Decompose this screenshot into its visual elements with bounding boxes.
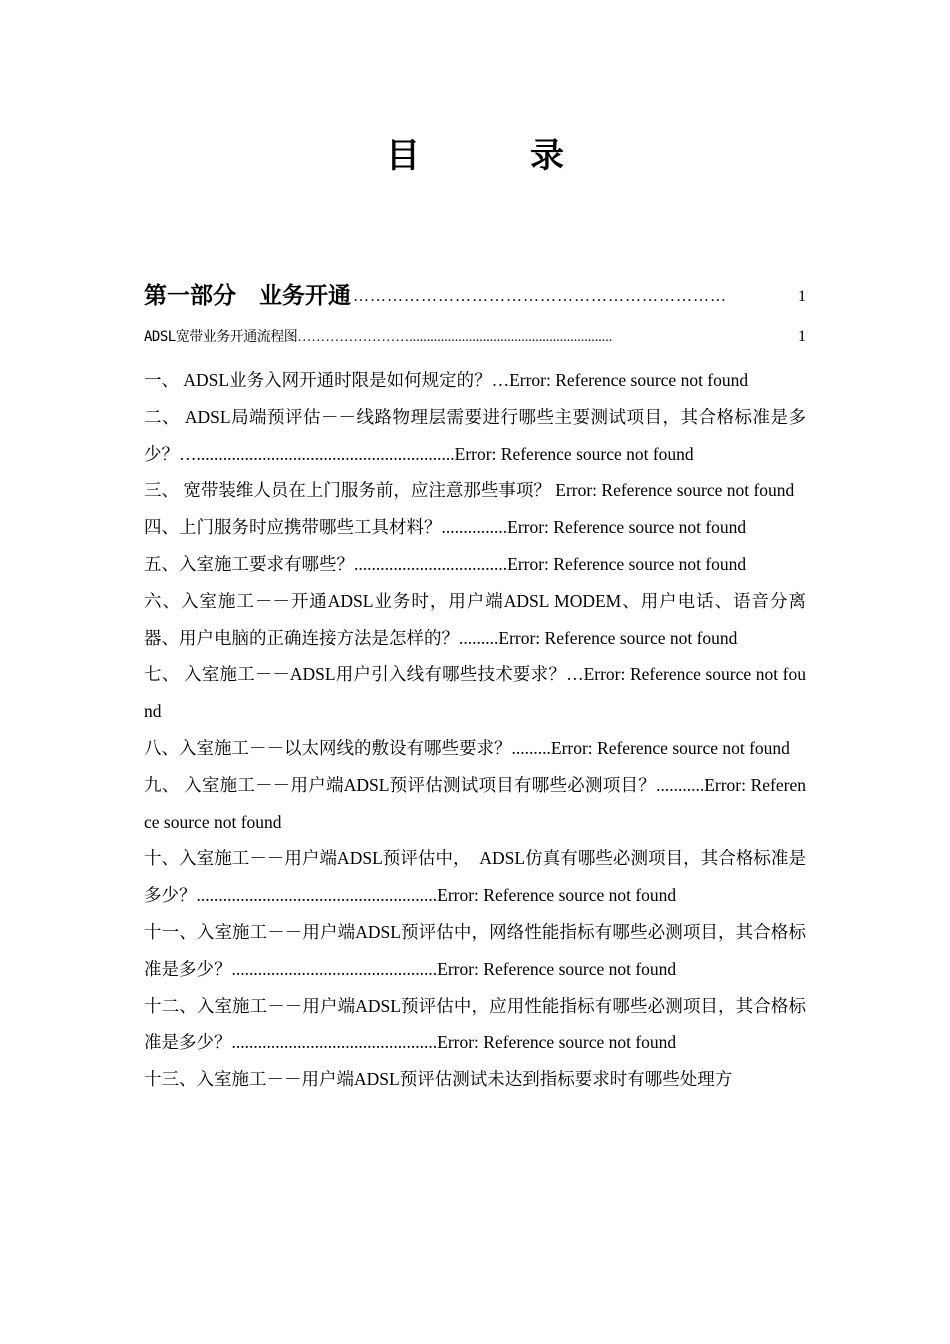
- toc-subsection[interactable]: [144, 326, 806, 362]
- entry-reference: Error: Reference source not found: [437, 1032, 677, 1053]
- entry-reference: Error: Reference source not found: [509, 370, 749, 390]
- subsection-page: 1: [798, 328, 806, 345]
- entry-reference: Error: Reference source not found: [437, 958, 677, 979]
- entry-leader: …: [491, 370, 510, 390]
- entry-leader: ...............................................: [231, 1032, 438, 1053]
- entry-leader: ...........................................................: [196, 443, 455, 464]
- toc-entry[interactable]: [144, 472, 806, 509]
- subsection-leader: ……………………..........................................................: [297, 330, 613, 345]
- entry-text: 十一、入室施工－－用户端ADSL预评估中，网络性能指标有哪些必测项目，其合格标准是多少？: [144, 921, 806, 979]
- entry-text: 十三、入室施工－－用户端ADSL预评估测试未达到指标要求时有哪些处理方: [144, 1069, 733, 1090]
- entry-text: 十二、入室施工－－用户端ADSL预评估中，应用性能指标有哪些必测项目，其合格标准是多少？: [144, 995, 806, 1053]
- entry-reference: Error: Reference source not found: [437, 885, 677, 906]
- entry-text: 八、入室施工－－以太网线的敷设有哪些要求？: [144, 737, 512, 758]
- toc-entry[interactable]: [144, 656, 806, 730]
- part-heading-text: 第一部分 业务开通: [144, 283, 351, 309]
- page-title: [0, 128, 950, 177]
- table-of-contents: [144, 270, 806, 1098]
- title-char-1: 目: [386, 136, 420, 176]
- entry-text: 六、入室施工－－开通ADSL业务时，用户端ADSL MODEM、用户电话、语音分离器、用户电脑的正确连接方法是怎样的？: [144, 590, 806, 648]
- entry-reference: Error: Reference source not found: [507, 553, 747, 574]
- toc-entry[interactable]: [144, 362, 806, 399]
- entry-reference: Error: Reference source not found: [144, 664, 806, 722]
- entry-text: 三、 宽带装维人员在上门服务前，应注意那些事项？: [144, 480, 556, 501]
- entry-text: 九、 入室施工－－用户端ADSL预评估测试项目有哪些必测项目？: [144, 774, 657, 795]
- toc-part-heading[interactable]: [144, 270, 806, 310]
- toc-entry[interactable]: [144, 399, 806, 473]
- entry-leader: ...............: [441, 517, 508, 538]
- entry-leader: .........: [459, 627, 499, 648]
- entry-reference: Error: Reference source not found: [507, 517, 747, 538]
- entry-reference: Error: Reference source not found: [555, 480, 795, 501]
- toc-entry[interactable]: [144, 914, 806, 988]
- title-char-2: 录: [530, 136, 564, 176]
- entry-leader: ...................................: [354, 553, 508, 574]
- entry-leader: ...........: [656, 774, 705, 795]
- part-heading-page: 1: [798, 288, 806, 305]
- entry-reference: Error: Reference source not found: [498, 627, 738, 648]
- toc-entry[interactable]: [144, 583, 806, 657]
- entry-leader: .......................................................: [196, 885, 438, 906]
- entry-reference: Error: Reference source not found: [550, 737, 790, 758]
- entry-text: 一、 ADSL业务入网开通时限是如何规定的？: [144, 370, 492, 390]
- entry-text: 十、入室施工－－用户端ADSL预评估中， ADSL仿真有哪些必测项目，其合格标准是多少？: [144, 848, 806, 906]
- entry-text: 七、 入室施工－－ADSL用户引入线有哪些技术要求？: [144, 664, 567, 685]
- entry-text: 四、上门服务时应携带哪些工具材料？: [144, 517, 442, 538]
- toc-entry[interactable]: [144, 1061, 806, 1098]
- toc-entry[interactable]: [144, 988, 806, 1062]
- part-heading-leader: …………………………………………………………: [353, 288, 727, 305]
- entry-reference: Error: Reference source not found: [454, 443, 694, 464]
- subsection-text: ADSL宽带业务开通流程图: [144, 329, 298, 345]
- entry-leader: ...............................................: [231, 958, 438, 979]
- toc-entry[interactable]: [144, 767, 806, 841]
- entry-text: 二、 ADSL局端预评估－－线路物理层需要进行哪些主要测试项目，其合格标准是多少？…: [144, 406, 806, 464]
- toc-entry[interactable]: [144, 730, 806, 767]
- entry-leader: …: [566, 664, 584, 685]
- entry-reference: Error: Reference source not found: [144, 774, 806, 832]
- entry-text: 五、入室施工要求有哪些？: [144, 553, 354, 574]
- toc-entry[interactable]: [144, 509, 806, 546]
- toc-entry[interactable]: [144, 840, 806, 914]
- toc-entry[interactable]: [144, 546, 806, 583]
- entry-leader: .........: [511, 737, 551, 758]
